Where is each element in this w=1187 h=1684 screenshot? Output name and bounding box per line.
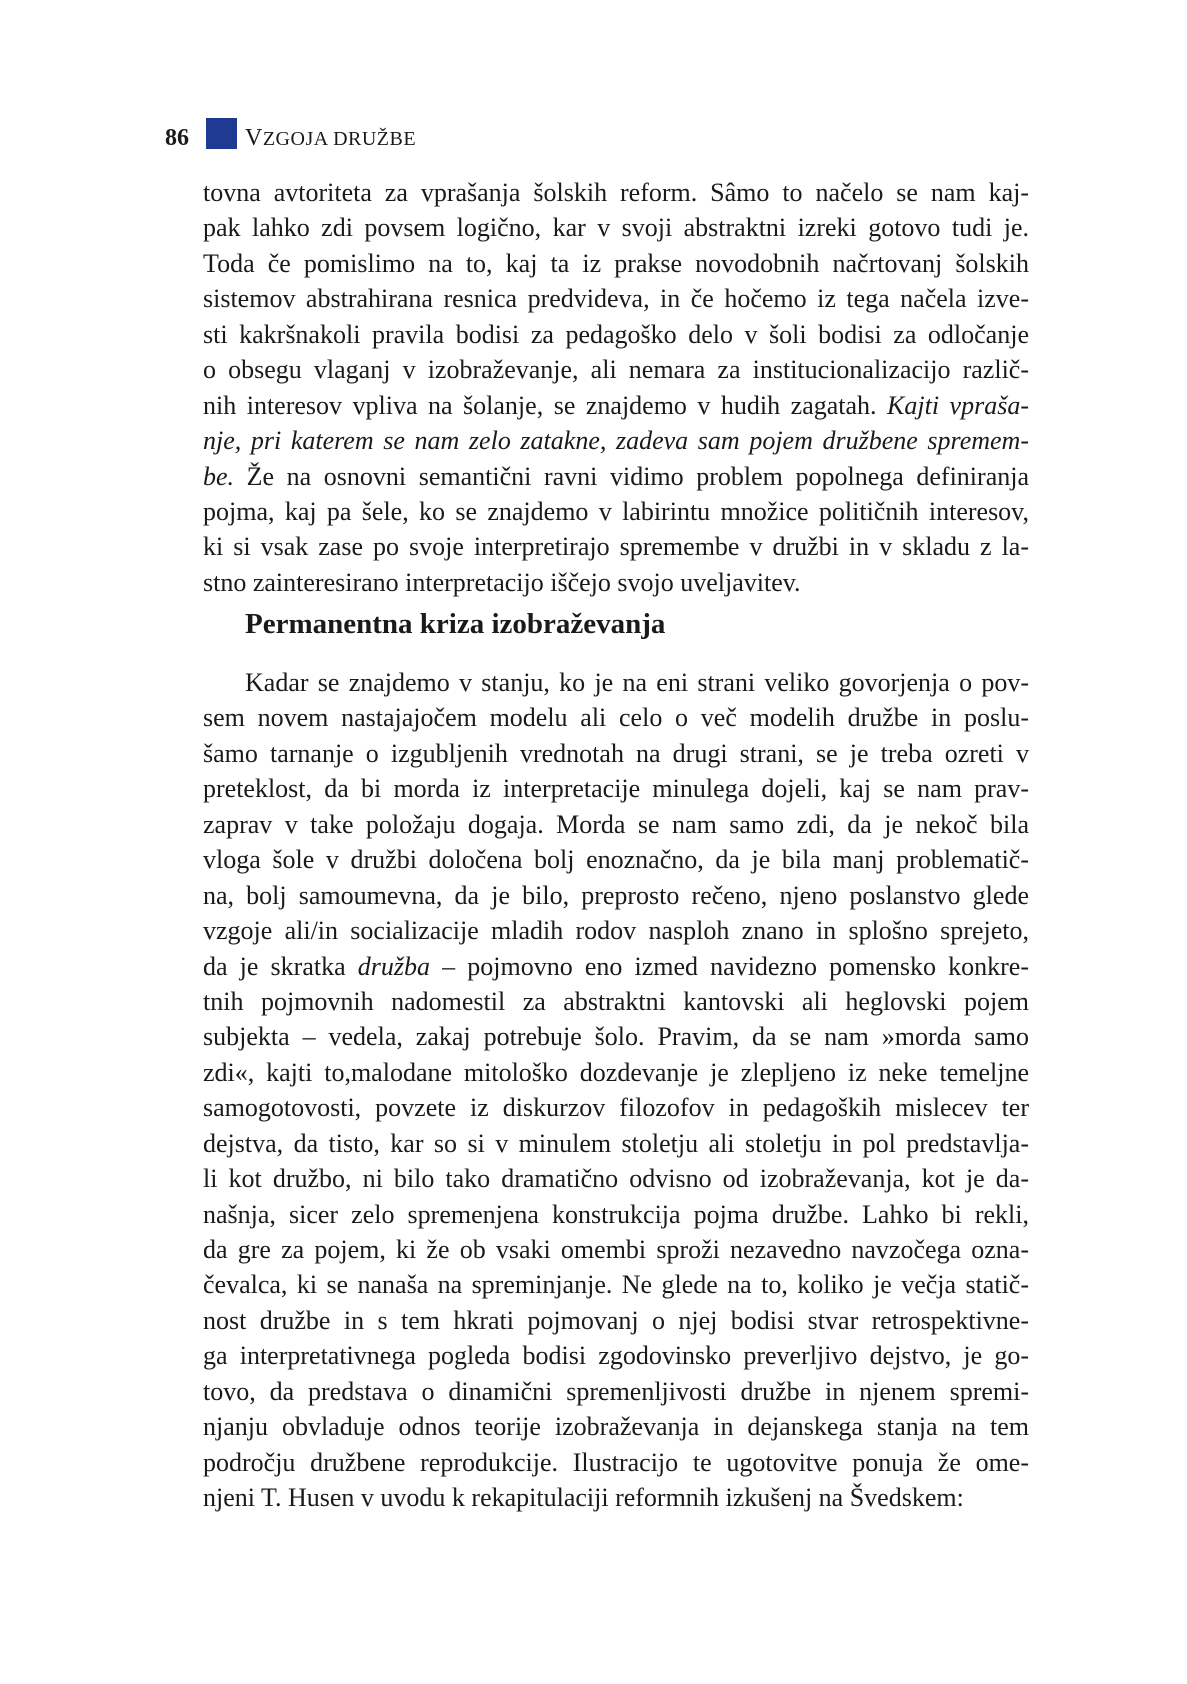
- text-line: [203, 388, 1029, 423]
- text-span: sem novem nastajajočem modelu ali celo o več modelih družbe in poslu-: [203, 703, 1029, 733]
- page-number: 86: [165, 125, 189, 151]
- text-span: sti kakršnakoli pravila bodisi za pedagoško delo v šoli bodisi za odločanje: [203, 319, 1029, 349]
- paragraph-2: [203, 665, 1029, 1516]
- text-span: nih interesov vpliva na šolanje, se znajdemo v hudih zagatah.: [203, 390, 888, 420]
- text-span: pak lahko zdi povsem logično, kar v svoji abstraktni izreki gotovo tudi je.: [203, 213, 1029, 243]
- text-line: [203, 807, 1029, 842]
- running-title: [245, 125, 416, 152]
- text-line: [203, 1055, 1029, 1090]
- text-span: Kadar se znajdemo v stanju, ko je na eni strani veliko govorjenja o pov-: [245, 668, 1029, 697]
- text-line: [203, 210, 1029, 245]
- text-line: [203, 1019, 1029, 1054]
- text-span: samogotovosti, povzete iz diskurzov filozofov in pedagoških mislecev ter: [203, 1093, 1029, 1123]
- text-line: [203, 771, 1029, 806]
- text-line: [203, 1267, 1029, 1302]
- text-line: [203, 1409, 1029, 1444]
- text-line: [203, 984, 1029, 1019]
- text-span: na, bolj samoumevna, da je bilo, preprosto rečeno, njeno poslanstvo glede: [203, 880, 1029, 910]
- text-line: [203, 459, 1029, 494]
- text-span: zdi«, kajti to,malodane mitološko dozdevanje je zlepljeno iz neke temeljne: [203, 1057, 1029, 1087]
- text-span: šamo tarnanje o izgubljenih vrednotah na drugi strani, se je treba ozreti v: [203, 738, 1029, 768]
- text-line: [203, 842, 1029, 877]
- running-title-cap: V: [245, 125, 263, 151]
- text-span: o obsegu vlaganj v izobraževanje, ali nemara za institucionalizacijo različ-: [203, 355, 1029, 385]
- text-line: [203, 1197, 1029, 1232]
- text-span: njanju obvladuje odnos teorije izobraževanja in dejanskega stanja na tem: [203, 1412, 1029, 1442]
- text-line: [203, 1090, 1029, 1125]
- text-line: [203, 913, 1029, 948]
- text-span: li kot družbo, ni bilo tako dramatično odvisno od izobraževanja, kot je da-: [203, 1164, 1029, 1194]
- text-line: [203, 1480, 1029, 1515]
- italic-span: družba: [357, 951, 431, 981]
- text-span: dejstva, da tisto, kar so si v minulem stoletju ali stoletju in pol predstavlja-: [203, 1128, 1029, 1158]
- text-line: [203, 246, 1029, 281]
- text-line: [203, 736, 1029, 771]
- text-span: Toda če pomislimo na to, kaj ta iz prakse novodobnih načrtovanj šolskih: [203, 248, 1029, 278]
- text-span: stno zainteresirano interpretacijo iščejo svojo uveljavitev.: [203, 567, 801, 597]
- text-span: da je skratka: [203, 951, 358, 981]
- text-line: [203, 175, 1029, 210]
- text-span: vloga šole v družbi določena bolj enoznačno, da je bila manj problematič-: [203, 845, 1029, 875]
- text-line: [203, 1303, 1029, 1338]
- running-title-rest: ZGOJA DRUŽBE: [262, 128, 417, 150]
- text-span: nost družbe in s tem hkrati pojmovanj o njej bodisi stvar retrospektivne-: [203, 1305, 1029, 1335]
- text-line: [203, 352, 1029, 387]
- text-line: [203, 878, 1029, 913]
- text-line: [203, 1126, 1029, 1161]
- text-line: [203, 529, 1029, 564]
- text-line: [203, 949, 1029, 984]
- text-span: področju družbene reprodukcije. Ilustracijo te ugotovitve ponuja že ome-: [203, 1447, 1029, 1477]
- text-span: preteklost, da bi morda iz interpretacije minulega dojeli, kaj se nam prav-: [203, 774, 1029, 804]
- blue-square-marker: [206, 118, 237, 149]
- text-span: našnja, sicer zelo spremenjena konstrukcija pojma družbe. Lahko bi rekli,: [203, 1199, 1029, 1229]
- text-span: tnih pojmovnih nadomestil za abstraktni kantovski ali heglovski pojem: [203, 986, 1029, 1016]
- text-line: [203, 700, 1029, 735]
- text-span: sistemov abstrahirana resnica predvideva, in če hočemo iz tega načela izve-: [203, 284, 1029, 314]
- text-span: zaprav v take položaju dogaja. Morda se nam samo zdi, da je nekoč bila: [203, 809, 1029, 839]
- text-line: [203, 281, 1029, 316]
- text-span: tovo, da predstava o dinamični spremenljivosti družbe in njenem spremi-: [203, 1376, 1029, 1406]
- text-line: [203, 423, 1029, 458]
- text-span: ki si vsak zase po svoje interpretirajo spremembe v družbi in v skladu z la-: [203, 532, 1029, 562]
- text-span: ga interpretativnega pogleda bodisi zgodovinsko preverljivo dejstvo, je go-: [203, 1341, 1029, 1371]
- text-span: subjekta – vedela, zakaj potrebuje šolo. Pravim, da se nam »morda samo: [203, 1022, 1029, 1052]
- text-line: [203, 1445, 1029, 1480]
- text-span: tovna avtoriteta za vprašanja šolskih reform. Sâmo to načelo se nam kaj-: [203, 178, 1029, 207]
- text-line: [203, 494, 1029, 529]
- text-span: pojma, kaj pa šele, ko se znajdemo v labirintu množice političnih interesov,: [203, 496, 1029, 526]
- italic-span: nje, pri katerem se nam zelo zatakne, zadeva sam pojem družbene spremem-: [203, 426, 1029, 456]
- text-span: – pojmovno eno izmed navidezno pomensko konkre-: [430, 951, 1029, 981]
- text-span: Že na osnovni semantični ravni vidimo problem popolnega definiranja: [234, 461, 1029, 491]
- italic-span: be.: [203, 461, 235, 491]
- text-span: čevalca, ki se nanaša na spreminjanje. Ne glede na to, koliko je večja statič-: [203, 1270, 1029, 1300]
- paragraph-1: [203, 175, 1029, 600]
- text-line: [203, 1232, 1029, 1267]
- text-line: [203, 1374, 1029, 1409]
- section-heading: Permanentna kriza izobraževanja: [245, 608, 666, 640]
- text-span: da gre za pojem, ki že ob vsaki omembi sproži nezavedno navzočega ozna-: [203, 1235, 1029, 1264]
- text-line: [203, 1161, 1029, 1196]
- text-line: [203, 565, 1029, 600]
- italic-span: Kajti vpraša-: [887, 390, 1029, 420]
- text-line: [203, 665, 1029, 700]
- text-span: njeni T. Husen v uvodu k rekapitulaciji reformnih izkušenj na Švedskem:: [203, 1483, 964, 1513]
- text-span: vzgoje ali/in socializacije mladih rodov nasploh znano in splošno sprejeto,: [203, 916, 1029, 946]
- text-line: [203, 1338, 1029, 1373]
- text-line: [203, 317, 1029, 352]
